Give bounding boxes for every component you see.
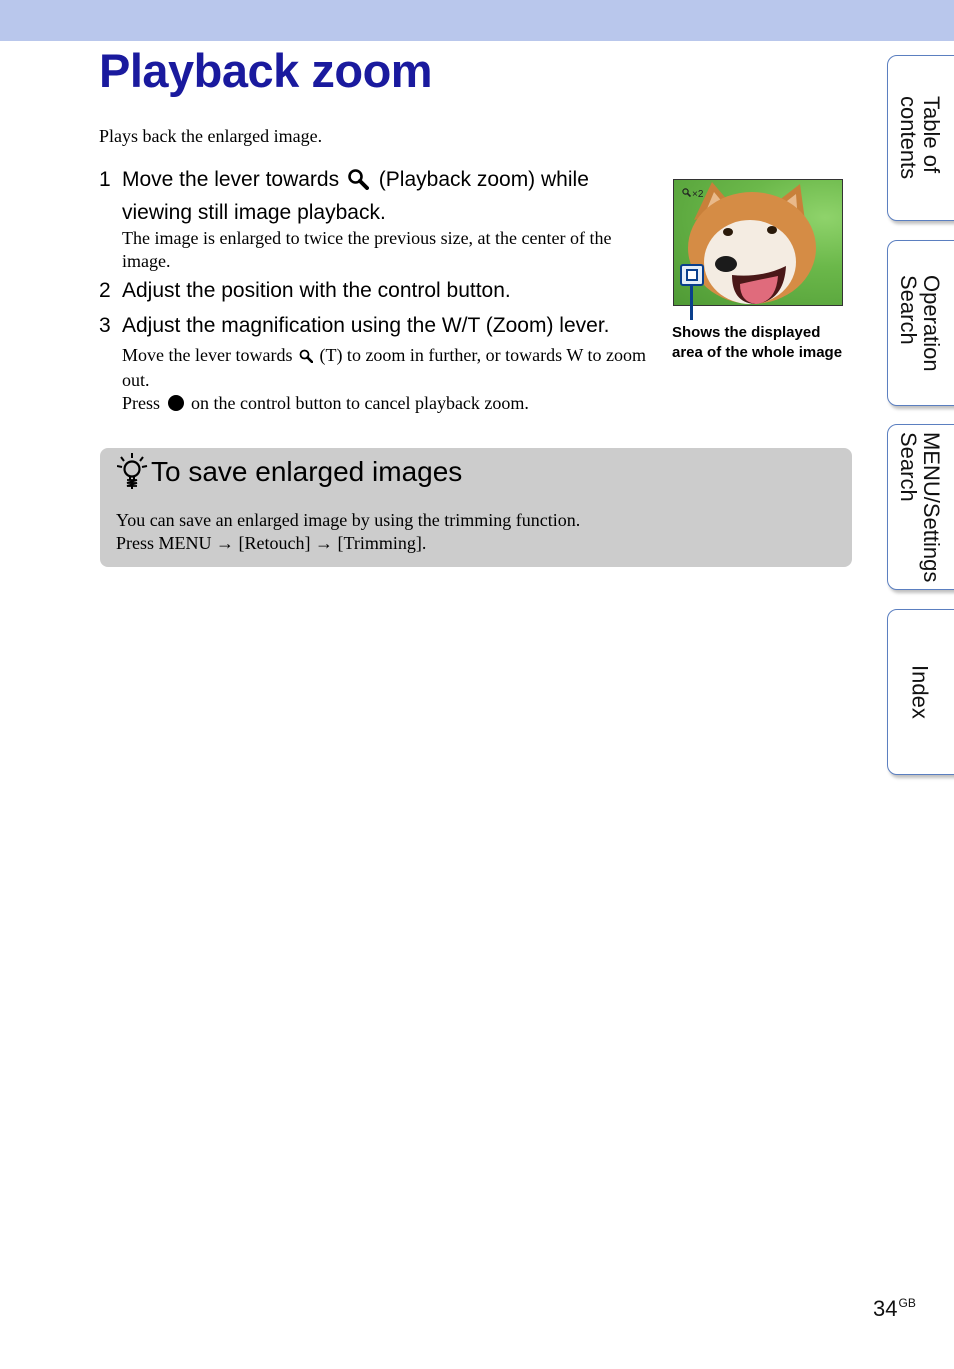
page-number [873,1289,916,1323]
magnifier-icon [682,188,691,200]
step-text [122,165,659,227]
step-number: 2 [99,279,111,302]
tab-operation-search[interactable] [887,240,954,406]
center-button-icon [168,395,184,411]
step-number: 1 [99,168,111,191]
desc-text: Move the lever towards [122,345,293,365]
lightbulb-icon [117,452,151,495]
tab-index[interactable] [887,609,954,775]
desc-text: on the control button to cancel playback zoom. [191,393,529,413]
tab-label: Index [907,665,933,719]
zoom-readout [682,188,703,200]
magnifier-icon [299,346,313,369]
step-text: Adjust the position with the control button. [122,279,511,302]
tip-text: You can save an enlarged image by using the trimming function. [116,510,581,530]
step-text-before-icon: Move the lever towards [122,168,340,191]
desc-text: (T) to zoom in further, or towards W to zoom out. [122,345,646,390]
tab-label: Table of contents [896,96,944,180]
dog-photo [673,179,843,306]
tip-text: Press MENU → [Retouch] → [Trimming]. [116,533,427,553]
tab-table-of-contents[interactable] [887,55,954,221]
tip-title: To save enlarged images [151,456,463,487]
step-1-description: The image is enlarged to twice the previous size, at the center of the image. [122,228,612,271]
photo-callout: Shows the displayed area of the whole image [672,324,843,361]
tab-label: Operation Search [896,274,944,372]
zoom-value: ×2 [692,188,704,200]
step-number: 3 [99,314,111,337]
step-2 [99,276,659,305]
step-3-description [122,344,662,415]
page-number-value: 34 [873,1296,898,1321]
header-band [0,0,954,41]
step-text-after-icon: (Playback zoom) while viewing still image playback. [122,168,589,224]
step-1 [99,165,659,227]
intro-text: Plays back the enlarged image. [99,126,323,146]
tab-menu-settings-search[interactable] [887,424,954,590]
callout-line [690,286,693,320]
magnifier-icon [347,168,369,198]
navigation-frame-icon [680,264,704,286]
step-3 [99,311,659,340]
desc-text: Press [122,393,161,413]
step-text: Adjust the magnification using the W/T (Zoom) lever. [122,314,610,337]
page-title: Playback zoom [99,44,433,97]
tab-label: MENU/Settings Search [896,431,944,583]
page-number-suffix: GB [898,1296,916,1310]
